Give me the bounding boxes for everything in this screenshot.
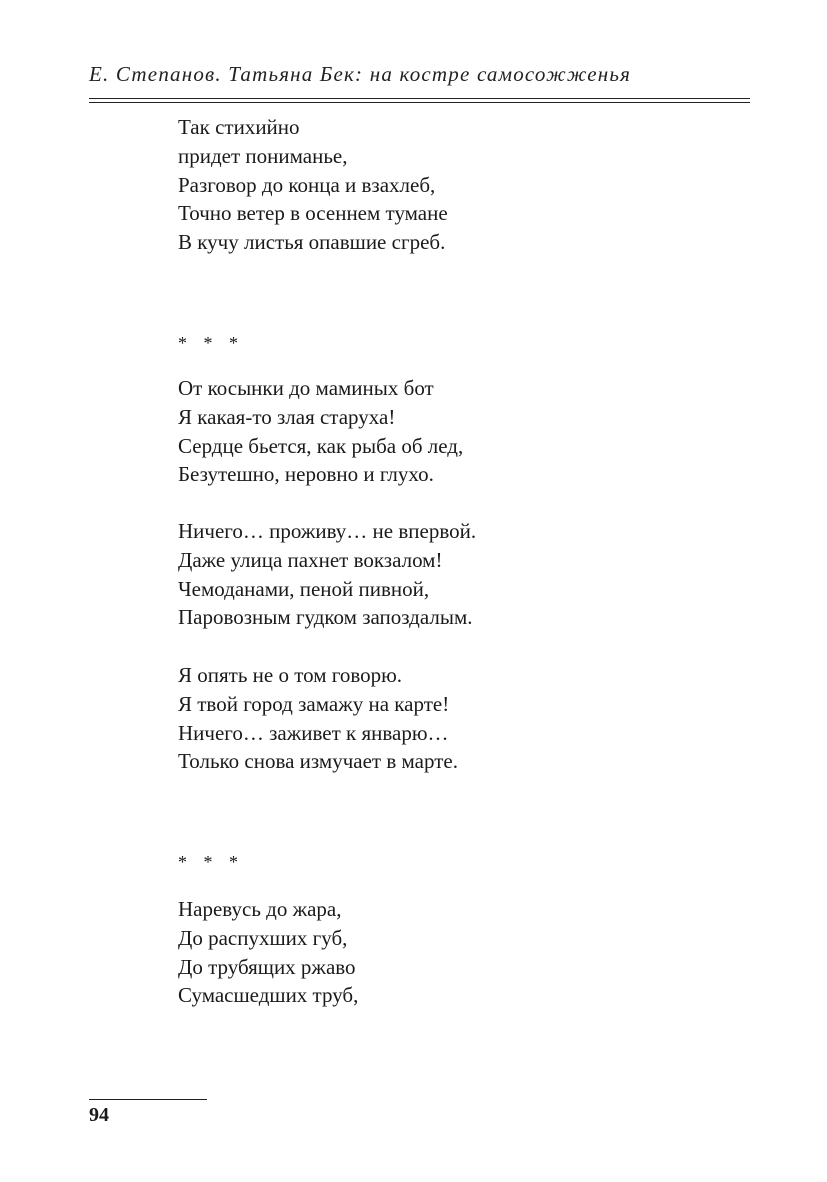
poem-line: Я опять не о том говорю. <box>178 663 403 687</box>
poem-line: придет пониманье, <box>178 143 348 168</box>
poem-line: До распухших губ, <box>178 925 348 950</box>
poem-line: Разговор до конца и взахлеб, <box>178 172 436 197</box>
poem-2-stanza-b <box>178 517 476 632</box>
poem-2-stanza-a <box>178 374 463 489</box>
poem-line: Я какая-то злая старуха! <box>178 404 396 429</box>
page-number: 94 <box>89 1104 109 1126</box>
poem-line: Безутешно, неровно и глухо. <box>178 462 434 487</box>
poem-line: До трубящих ржаво <box>178 954 356 979</box>
stanza-1 <box>178 113 448 257</box>
poem-line: Сумасшедших труб, <box>178 983 359 1008</box>
poem-line: От косынки до маминых бот <box>178 376 434 400</box>
poem-line: Чемоданами, пеной пивной, <box>178 576 430 601</box>
poem-line: Только снова измучает в марте. <box>178 749 458 774</box>
poem-line: Точно ветер в осеннем тумане <box>178 201 448 226</box>
poem-line: Я твой город замажу на карте! <box>178 691 450 716</box>
poem-line: Ничего… заживет к январю… <box>178 720 449 745</box>
poem-line: В кучу листья опавшие сгреб. <box>178 230 446 255</box>
poem-2-stanza-c <box>178 661 458 776</box>
section-separator: * * * <box>178 333 244 353</box>
poem-3 <box>178 895 358 1010</box>
poem-line: Сердце бьется, как рыба об лед, <box>178 433 464 458</box>
footer-rule <box>89 1099 207 1100</box>
poem-line: Так стихийно <box>178 115 300 139</box>
poem-line: Паровозным гудком запоздалым. <box>178 605 473 630</box>
running-title: Е. Степанов. Татьяна Бек: на костре самосожженья <box>89 62 632 86</box>
poem-line: Даже улица пахнет вокзалом! <box>178 547 443 572</box>
poem-line: Наревусь до жара, <box>178 897 342 921</box>
poem-line: Ничего… проживу… не впервой. <box>178 519 477 543</box>
header-rule <box>89 98 750 99</box>
header-rule-double <box>89 102 750 103</box>
section-separator: * * * <box>178 852 244 872</box>
